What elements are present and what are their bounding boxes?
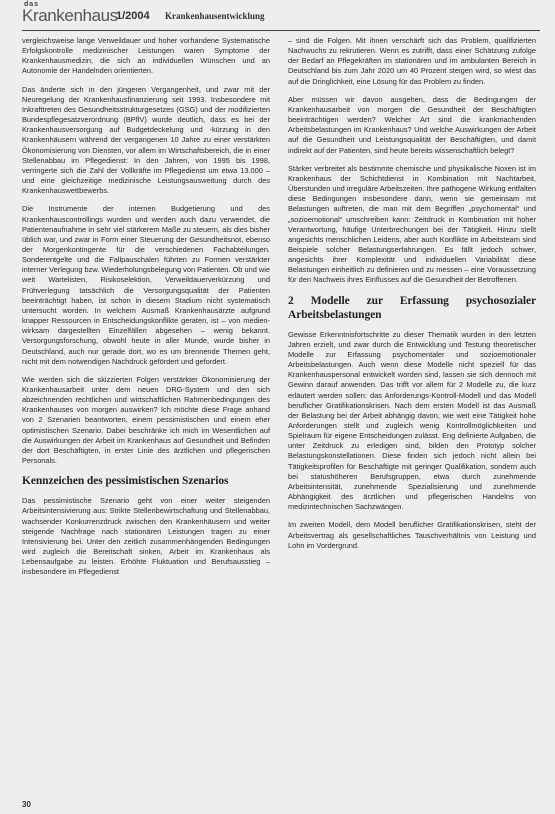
page-number: 30 — [22, 800, 31, 809]
paragraph: Wie werden sich die skizzierten Folgen verstärkter Ökonomisierung der Krankenhausarbeit unter dem neuen DRG-System und den sich abzeichnenden rechtlichen und wirtschaftlichen Rahmenbedingungen des Krankenhauses von morgen auswirken? Ich möchte diese Frage anhand von 2 Szenarien beantworten, einem pessimistischen und einem eher optimistischen Szenario. Dabei beschränke ich mich im Wesentlichen auf die Auswirkungen der Arbeit im Krankenhaus auf Gesundheit und Befinden der dort Beschäftigten, in erster Linie des ärztlichen und pflegerischen Personals. — [22, 374, 270, 466]
paragraph: Die Instrumente der internen Budgetierung und des Krankenhauscontrollings wurden und werden auch dazu verwendet, die Patientenaufnahme in sehr viel stärkerem Maße zu steuern, als dies bisher üblich war, und zwar in Form einer Steuerung der Gesundheitsnot, ebenso der Morgenkontingente für die verschiedenen Fachabteilungen. Sonderentgelte und die Fallpauschalen führten zu Formen verstärkter interner Verlegung bzw. Wiederholungsbelegung von Patienten. Ob und wie weit Wartelisten, Risikoselektion, Verweildauerverkürzung und Frühverlegung tatsächlich die Versorgungsqualität der Patienten beeinträchtigt haben, ist schon in diesem Stadium nicht systematisch untersucht worden. In welchem Ausmaß Krankenhausärzte aufgrund knapper Ressourcen in Entscheidungskonflikte geraten, ist – von medien-wirksam dargestellten Einzelfällen abgesehen – wenig bekannt. Versorgungsforschung, obwohl heute in aller Munde, wurde bisher in Deutschland, auch nur gerade dort, wo es um brennende Themen geht, nicht mit dem notwendigen Nachdruck gefördert und gefordert. — [22, 204, 270, 366]
paragraph: – sind die Folgen. Mit ihnen verschärft sich das Problem, qualifizierten Nachwuchs zu rekrutieren. Wenn es zutrifft, dass einer Schätzung zufolge der Bedarf an Pflegekräften im stationären und im ambulanten Bereich in Deutschland bis zum Jahr 2020 um 40 Prozent steigen wird, so wiest das auf die Dringlichkeit, eine Lösung für das Problem zu finden. — [288, 36, 536, 86]
paragraph: vergleichsweise lange Verweildauer und hoher vorhandene Systematische Erfolgskontrolle medizinischer Leistungen waren Symptome der Krankenhausmedizin, die sich an individuellen Wünschen und an Autonomie der Handelnden orientierten. — [22, 36, 270, 76]
paragraph: Gewisse Erkenntnisfortschritte zu dieser Thematik wurden in den letzten Jahren erzielt, und zwar durch die Entwicklung und Testung theoretischer Modelle zur Erfassung psychomentaler und sozioemotionaler Arbeitsbelastungen. Auch wenn diese Modelle nicht speziell für das Krankenhauspersonal entwickelt worden sind, lassen sie sich dennoch mit Gewinn darauf anwenden. Das trifft vor allem für 2 Modelle zu, die kurz erläutert werden sollen: das Anforderungs-Kontroll-Modell und das Modell beruflicher Gratifikationskrisen. Nach dem ersten Modell ist das Ausmaß der Belastung bei der Arbeit abhängig davon, wie weit eine Tätigkeit hohe Anforderungen stellt und zugleich wenig Kontrollmöglichkeiten und Spielraum für eigene Entscheidungen zulässt. Eng definierte Aufgaben, die unter Zeitdruck zu erledigen sind, bilden den Prototyp solcher Belastungskonstellationen. Diese finden sich jedoch nicht allein bei Tätigkeitsprofilen für Beschäftigte mit geringer Qualifikation, sondern auch bei statushöheren Berufsgruppen, etwa durch zunehmende Arbeitsintensität, zunehmende Spezialisierung und zunehmende Abhängigkeit des ärztlichen und pflegerischen Handelns von medizintechnischen Sachzwängen. — [288, 329, 536, 512]
paragraph: Stärker verbreitet als bestimmte chemische und physikalische Noxen ist im Krankenhaus der Schichtdienst in Kombination mit Nachtarbeit, Überstunden und irreguläre Arbeitszeiten. Ihre pathogene Wirkung entfalten diese Bedingungen insbesondere dann, wenn sie gemeinsam mit Belastungen auftreten, die man mit dem Begriffen „psychomental“ und „sozioemotional“ umschreiben kann: Zeitdruck in Kombination mit hoher Verantwortung, häufige Unterbrechungen bei der Tätigkeit. Hinzu stellt angesichts menschlichen Leidens, aber auch Konflikte im Arbeitsteam sind Beispiele solcher Belastungserfahrungen. Es fällt jedoch schwer, angesichts ihrer Komplexität und individuellen Variabilität diese Belastungen einheitlich zu definieren und zu messen – eine Voraussetzung für den Nachweis ihres Einflusses auf die Gesundheit der Betroffenen. — [288, 163, 536, 285]
paragraph: Das pessimistische Szenario geht von einer weiter steigenden Arbeitsintensivierung aus: Strikte Stellenbewirtschaftung und Stellenabbau, wachsender Konkurrenzdruck zwischen den Krankenhäusern und weiter steigende Nachfrage nach stationären Leistungen tragen zu einer Intensivierung bei. Unter den zeitlich zusammenhängenden Bedingungen wird zugleich die Bereitschaft sinken, Arbeit im Krankenhaus als Lebensaufgabe zu leisten. Erhöhte Fluktuation und Berufsausstieg – insbesondere im Pflegedienst — [22, 496, 270, 577]
right-column — [288, 36, 536, 559]
journal-logo-small: das — [24, 1, 40, 8]
section-title: Krankenhausentwicklung — [165, 11, 265, 21]
paragraph: Das änderte sich in den jüngeren Vergangenheit, und zwar mit der Neuregelung der Krankenhausfinanzierung seit 1993. Insbesondere mit Inkrafttreten des Gesundheitsstrukturgesetzes (GSG) und der modifizierten Bundespflegesatzverordnung (BPflV) wurde deutlich, dass es bei der Krankenhausversorgung auf Budgetdeckelung und -kürzung in den Krankenhäusern während der vergangenen 10 Jahre zu einer verstärkten Ökonomisierung von Diensten, vor allem im Wirtschaftsbereich, die in einer Stellenabbau im Pflegedienst: In den Jahren, von 1995 bis 1998, verringerte sich die Zahl der Vollkräfte im Pflegedienst um etwa 13.000 – und eine gleichzeitige medizinische Leistungsausweitung durch des Krankenhauswettbewerbs. — [22, 84, 270, 196]
journal-logo: Krankenhaus — [22, 6, 118, 25]
section-heading: Kennzeichen des pessimistischen Szenarios — [22, 475, 229, 488]
paragraph: Aber müssen wir davon ausgehen, dass die Bedingungen der Krankenhausarbeit von morgen die Gesundheit der Beschäftigten beeinträchtigen werden? Welcher Art sind die krankmachenden Arbeitsbelastungen im Krankenhaus? Und welche Auswirkungen der Arbeit auf die Gesundheit und Leistungsqualität der Beschäftigten, und damit indirekt auf der Patienten, sind heute bereits wissenschaftlich belegt? — [288, 94, 536, 155]
page-header — [22, 0, 540, 31]
paragraph: Im zweiten Modell, dem Modell beruflicher Gratifikationskrisen, steht der Arbeitsvertrag als gesellschaftliches Tauschverhältnis von Leistung und Lohn im Vordergrund. — [288, 520, 536, 550]
issue-number: 1/2004 — [116, 10, 150, 22]
left-column — [22, 36, 270, 586]
section-heading: 2 Modelle zur Erfassung psychosozialer Arbeitsbelastungen — [288, 294, 536, 321]
